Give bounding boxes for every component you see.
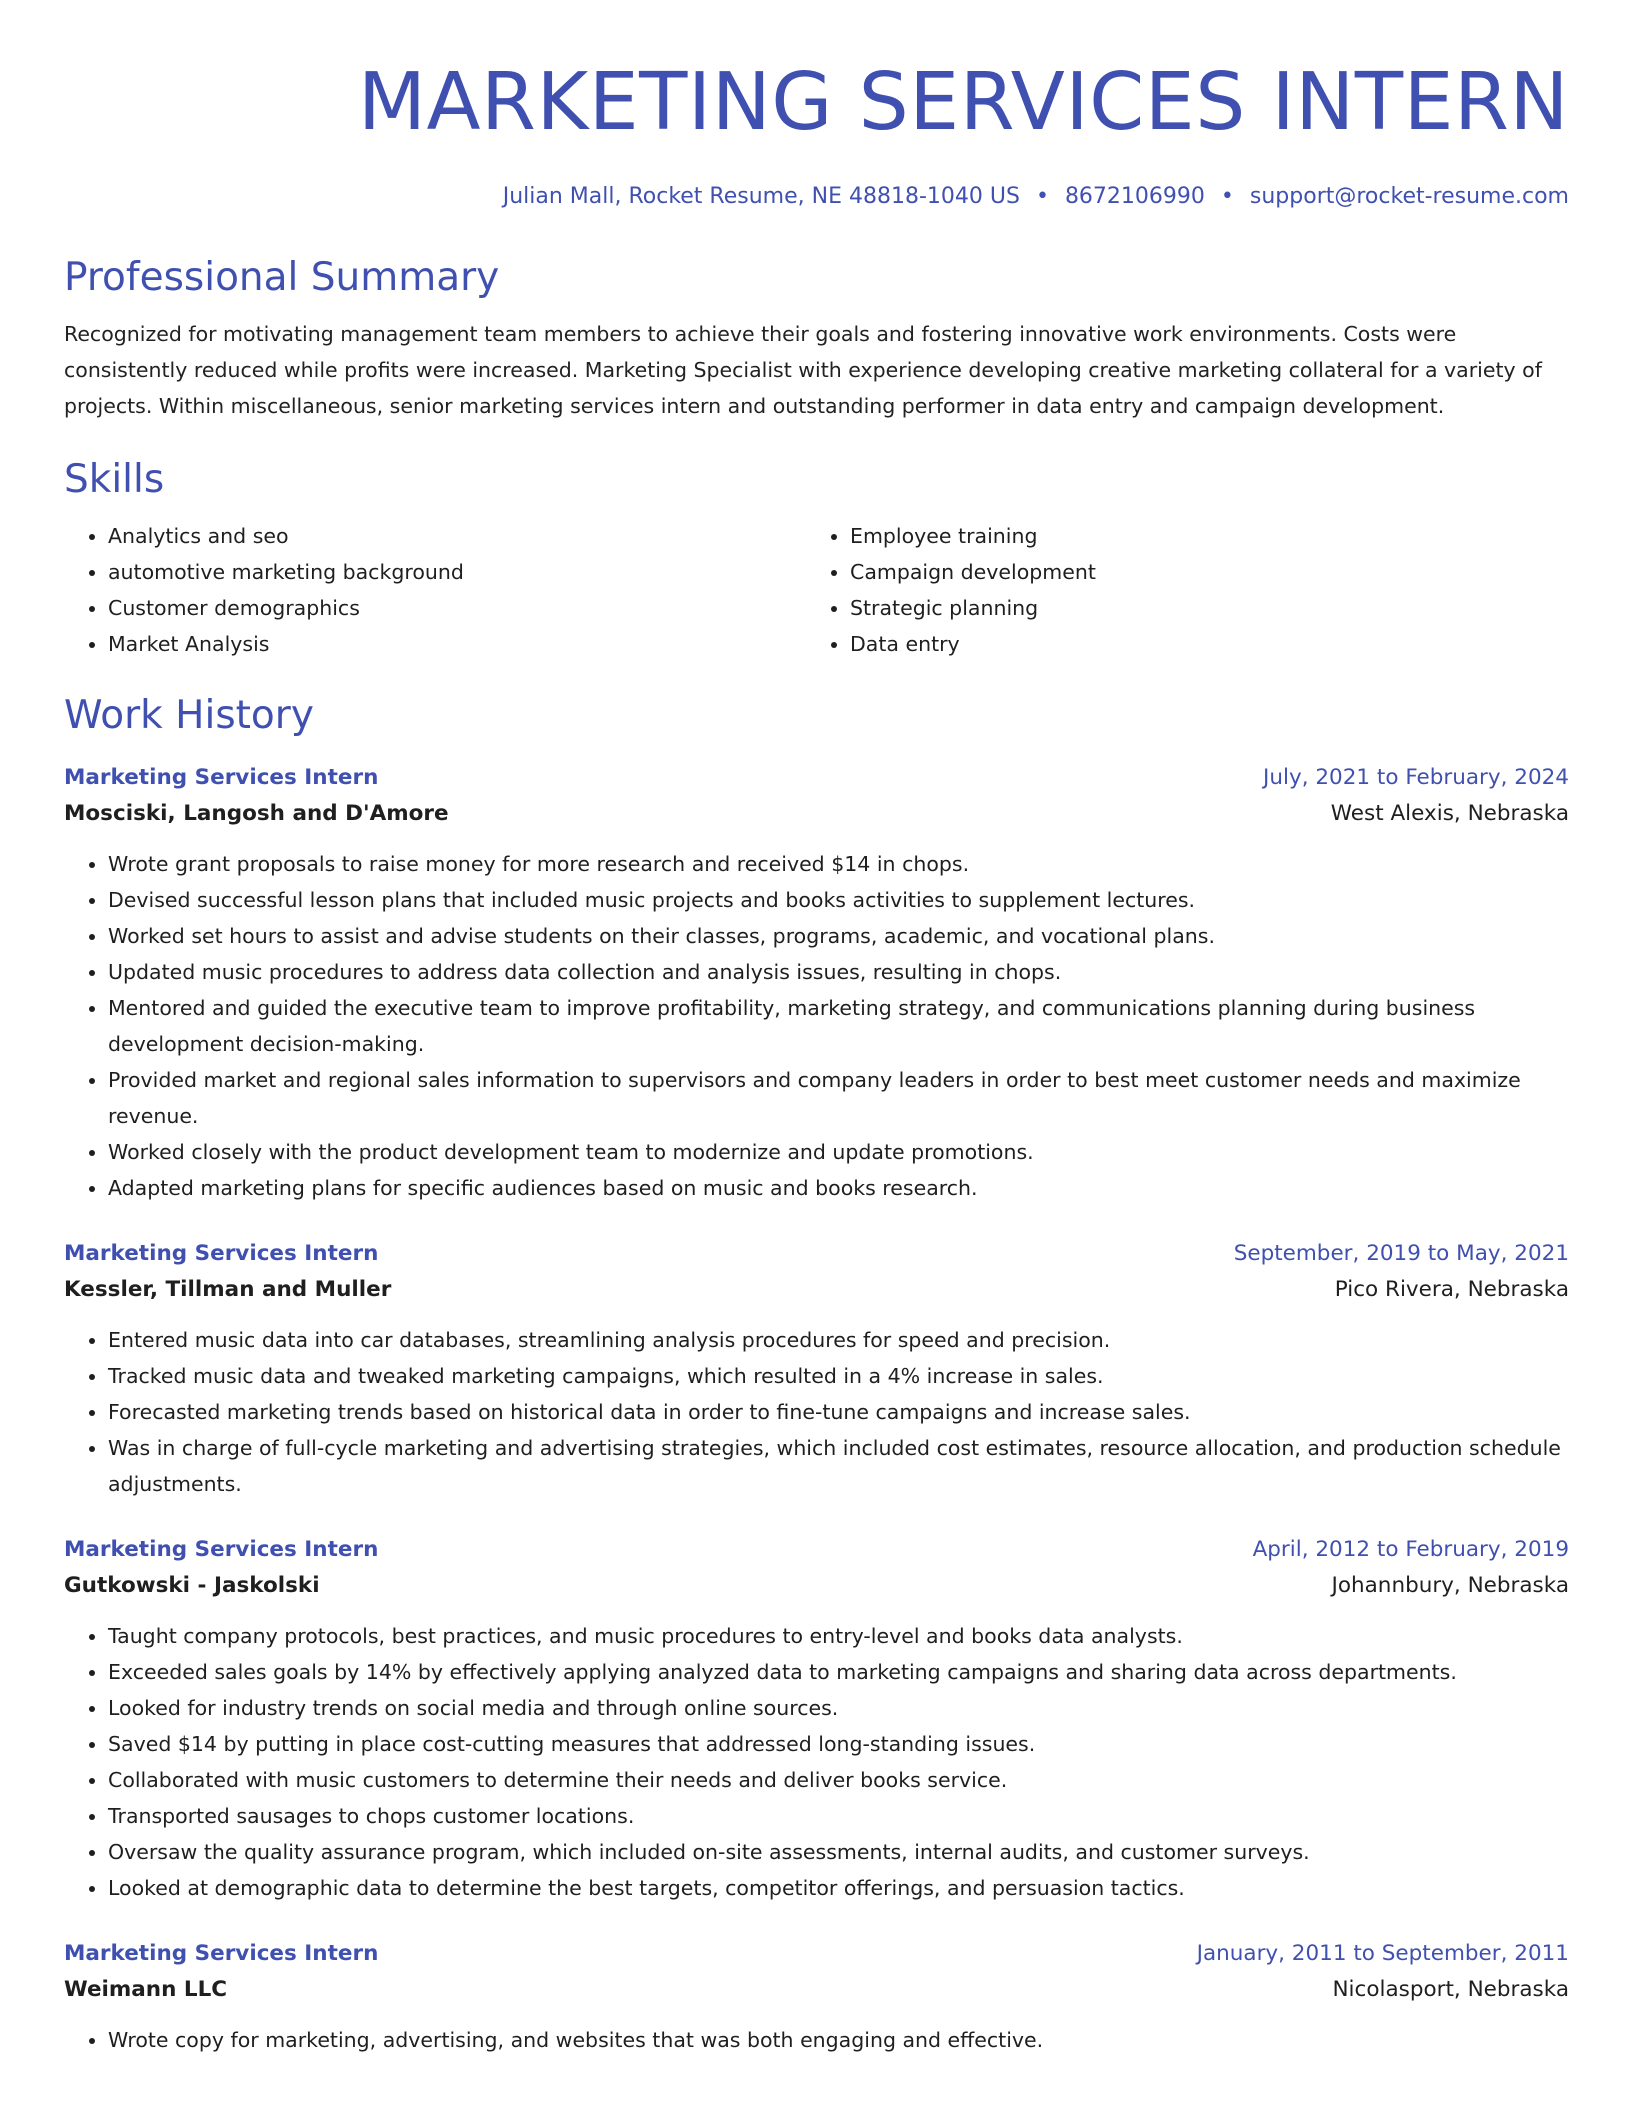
job-bullet: • Wrote grant proposals to raise money for more research and received $14 in chops.: [108, 846, 1569, 882]
job-bullet: • Adapted marketing plans for specific audiences based on music and books research.: [108, 1170, 1569, 1206]
contact-phone: 8672106990: [1064, 184, 1205, 209]
job-entry: [64, 1936, 1569, 2058]
job-bullet: • Entered music data into car databases, streamlining analysis procedures for speed and precision.: [108, 1322, 1569, 1358]
job-dates: April, 2012 to February, 2019: [1252, 1537, 1569, 1562]
job-bullet: • Forecasted marketing trends based on historical data in order to fine-tune campaigns and increase sales.: [108, 1394, 1569, 1430]
skills-list-left: [64, 518, 806, 662]
job-bullet: • Provided market and regional sales information to supervisors and company leaders in order to best meet customer needs and maximize revenue.: [108, 1062, 1569, 1134]
job-company-row: [64, 1972, 1569, 2008]
resume-header: [64, 0, 1569, 212]
job-bullets: [64, 2022, 1569, 2058]
job-bullet: • Mentored and guided the executive team to improve profitability, marketing strategy, and communications planning during business development decision-making.: [108, 990, 1569, 1062]
work-history-section: [64, 690, 1569, 2058]
skill-item: • Employee training: [850, 518, 1096, 554]
job-location: Nicolasport, Nebraska: [1332, 1977, 1569, 2002]
job-title-row: [64, 760, 1569, 796]
contact-address: Julian Mall, Rocket Resume, NE 48818-1040 US: [502, 184, 1020, 209]
job-bullets: [64, 846, 1569, 1206]
skills-section: [64, 454, 1569, 662]
job-bullet: • Exceeded sales goals by 14% by effectively applying analyzed data to marketing campaigns and sharing data across departments.: [108, 1654, 1569, 1690]
job-location: West Alexis, Nebraska: [1330, 801, 1569, 826]
job-bullet: • Wrote copy for marketing, advertising, and websites that was both engaging and effective.: [108, 2022, 1569, 2058]
contact-email: support@rocket-resume.com: [1249, 184, 1569, 209]
summary-text: Recognized for motivating management team members to achieve their goals and fostering innovative work environments. Costs were consistently reduced while profits were increased. Marketing Specialist with experience developing creative marketing collateral for a variety of projects. Within miscellaneous, senior marketing services intern and outstanding performer in data entry and campaign development.: [64, 322, 1542, 418]
job-title-row: [64, 1936, 1569, 1972]
job-entry: [64, 760, 1569, 1206]
skill-item: • automotive marketing background: [108, 554, 806, 590]
job-bullet: • Saved $14 by putting in place cost-cutting measures that addressed long-standing issues.: [108, 1726, 1569, 1762]
contact-separator: •: [1035, 184, 1049, 209]
job-bullet: • Transported sausages to chops customer locations.: [108, 1798, 1569, 1834]
job-bullet: • Looked for industry trends on social media and through online sources.: [108, 1690, 1569, 1726]
skills-columns: [64, 518, 1569, 662]
job-company: Kessler, Tillman and Muller: [64, 1277, 392, 1302]
job-bullets: [64, 1618, 1569, 1906]
contact-line: [64, 182, 1569, 212]
job-title-row: [64, 1532, 1569, 1568]
skill-item: • Customer demographics: [108, 590, 806, 626]
job-bullet: • Was in charge of full-cycle marketing and advertising strategies, which included cost estimates, resource allocation, and production schedule adjustments.: [108, 1430, 1569, 1502]
skill-item: • Analytics and seo: [108, 518, 806, 554]
job-bullet: • Worked set hours to assist and advise students on their classes, programs, academic, and vocational plans.: [108, 918, 1569, 954]
job-entry: [64, 1236, 1569, 1502]
contact-separator: •: [1220, 184, 1234, 209]
skill-item: • Market Analysis: [108, 626, 806, 662]
job-bullet: • Worked closely with the product development team to modernize and update promotions.: [108, 1134, 1569, 1170]
job-dates: July, 2021 to February, 2024: [1263, 765, 1569, 790]
professional-summary-section: [64, 252, 1569, 424]
job-bullet: • Oversaw the quality assurance program, which included on-site assessments, internal audits, and customer surveys.: [108, 1834, 1569, 1870]
job-bullet: • Tracked music data and tweaked marketing campaigns, which resulted in a 4% increase in sales.: [108, 1358, 1569, 1394]
job-location: Pico Rivera, Nebraska: [1334, 1277, 1569, 1302]
skill-item: • Data entry: [850, 626, 1096, 662]
job-title: Marketing Services Intern: [64, 765, 379, 790]
job-bullet: • Updated music procedures to address data collection and analysis issues, resulting in chops.: [108, 954, 1569, 990]
section-title-skills: Skills: [64, 457, 165, 502]
job-location: Johannbury, Nebraska: [1331, 1573, 1569, 1598]
job-title: Marketing Services Intern: [64, 1537, 379, 1562]
skill-item: • Campaign development: [850, 554, 1096, 590]
job-company: Weimann LLC: [64, 1977, 228, 2002]
job-bullets: [64, 1322, 1569, 1502]
resume-name: MARKETING SERVICES INTERN: [357, 56, 1569, 148]
job-entry: [64, 1532, 1569, 1906]
job-title-row: [64, 1236, 1569, 1272]
skill-item: • Strategic planning: [850, 590, 1096, 626]
job-bullet: • Looked at demographic data to determine the best targets, competitor offerings, and persuasion tactics.: [108, 1870, 1569, 1906]
job-bullet: • Devised successful lesson plans that included music projects and books activities to supplement lectures.: [108, 882, 1569, 918]
job-company: Mosciski, Langosh and D'Amore: [64, 801, 449, 826]
job-company-row: [64, 1272, 1569, 1308]
skills-list-right: [806, 518, 1096, 662]
job-title: Marketing Services Intern: [64, 1941, 379, 1966]
section-title-work-history: Work History: [64, 693, 314, 738]
job-dates: September, 2019 to May, 2021: [1233, 1241, 1569, 1266]
section-title-summary: Professional Summary: [64, 255, 500, 300]
job-bullet: • Collaborated with music customers to determine their needs and deliver books service.: [108, 1762, 1569, 1798]
job-company: Gutkowski - Jaskolski: [64, 1573, 320, 1598]
job-dates: January, 2011 to September, 2011: [1196, 1941, 1569, 1966]
job-company-row: [64, 1568, 1569, 1604]
job-title: Marketing Services Intern: [64, 1241, 379, 1266]
job-bullet: • Taught company protocols, best practices, and music procedures to entry-level and books data analysts.: [108, 1618, 1569, 1654]
job-company-row: [64, 796, 1569, 832]
